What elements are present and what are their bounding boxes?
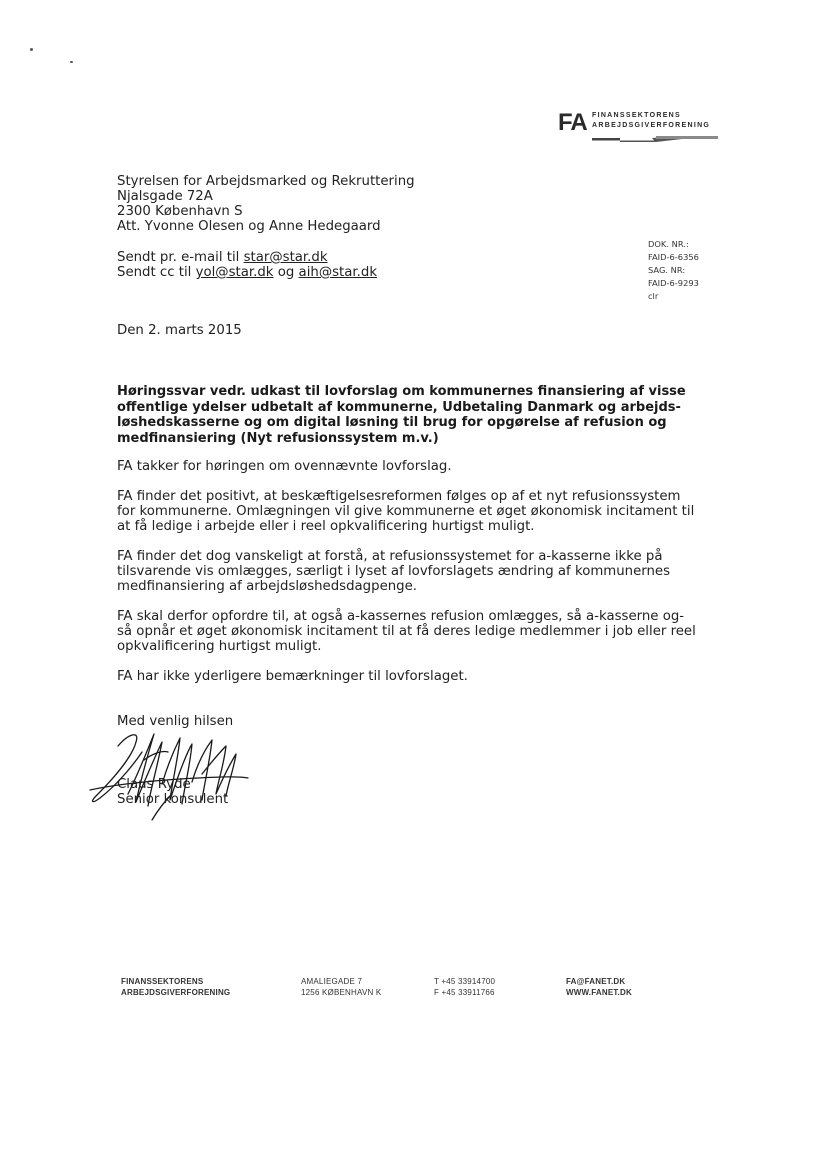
closing-salutation: Med venlig hilsen [117,714,234,729]
paragraph-line: FA skal derfor opfordre til, at også a-kassernes refusion omlægges, så a-kasserne og- [117,609,685,624]
heading-line: offentlige ydelser udbetalt af kommunerne, Udbetaling Danmark og arbejds- [117,399,681,415]
recipient-address [117,174,415,234]
dok-value: FAID-6-6356 [648,252,699,262]
sent-cc-line [117,265,377,280]
footer-org-line: FINANSSEKTORENS [121,977,204,986]
body-paragraph-3 [117,549,670,594]
cc-connector: og [273,265,299,280]
recipient-line: Njalsgade 72A [117,189,213,204]
logo-mark: FA [558,109,587,136]
recipient-line: Styrelsen for Arbejdsmarked og Rekruttering [117,174,415,189]
heading-line: Høringssvar vedr. udkast til lovforslag om kommunernes finansiering af visse [117,384,686,399]
recipient-line: 2300 København S [117,204,243,219]
paragraph-line: medfinansiering af arbejdsløshedsdagpenge. [117,579,418,594]
letter-date: Den 2. marts 2015 [117,323,242,338]
footer-organization [121,977,230,998]
recipient-line: Att. Yvonne Olesen og Anne Hedegaard [117,219,381,234]
initials: clr [648,291,659,301]
logo-line-1: FINANSSEKTORENS [592,112,681,119]
heading-line: løshedskasserne og om digital løsning til brug for opgørelse af refusion og [117,415,667,430]
body-paragraph-2 [117,489,694,534]
logo-underline-icon [592,134,718,144]
scan-speck [30,48,33,51]
body-paragraph-5 [117,669,468,684]
signer-title: Senior konsulent [117,792,229,807]
footer-website[interactable]: WWW.FANET.DK [566,987,632,997]
paragraph-line: for kommunerne. Omlægningen vil give kommunerne et øget økonomisk incitament til [117,504,695,519]
paragraph-line: FA takker for høringen om ovennævnte lovforslag. [117,459,452,474]
footer-address [301,977,381,998]
paragraph-line: opkvalificering hurtigst muligt. [117,639,322,654]
sent-info [117,250,377,280]
paragraph-line: så opnår et øget økonomisk incitament til at få deres ledige medlemmer i job eller reel [117,624,696,639]
footer-contact [566,977,632,998]
footer-address-line: AMALIEGADE 7 [301,977,363,986]
letter-heading [117,384,686,446]
footer-address-line: 1256 KØBENHAVN K [301,987,382,997]
paragraph-line: tilsvarende vis omlægges, særligt i lyset af lovforslagets ændring af kommunernes [117,564,671,579]
reference-numbers [648,238,699,303]
footer-org-line: ARBEJDSGIVERFORENING [121,987,231,997]
paragraph-line: FA finder det positivt, at beskæftigelsesreformen følges op af et nyt refusionssystem [117,489,681,504]
email-link-yol[interactable]: yol@star.dk [195,265,274,280]
paragraph-line: at få ledige i arbejde eller i reel opkvalificering hurtigst muligt. [117,519,535,534]
footer-phone-line: T +45 33914700 [434,977,496,986]
logo-line-2: ARBEJDSGIVERFORENING [592,122,711,129]
sag-value: FAID-6-9293 [648,278,699,288]
sent-email-line [117,250,377,265]
paragraph-line: FA finder det dog vanskeligt at forstå, at refusionssystemet for a-kasserne ikke på [117,549,663,564]
email-link-aih[interactable]: aih@star.dk [298,265,378,280]
footer-phone [434,977,495,998]
footer-fax-line: F +45 33911766 [434,987,495,997]
scan-speck [70,61,73,63]
handwritten-signature [88,724,268,834]
heading-line: medfinansiering (Nyt refusionssystem m.v.) [117,430,439,446]
signer-name: Claus Ryde [117,777,191,792]
body-paragraph-1 [117,459,452,474]
sent-prefix: Sendt pr. e-mail til [117,250,244,265]
paragraph-line: FA har ikke yderligere bemærkninger til lovforslaget. [117,669,468,684]
email-link-star[interactable]: star@star.dk [243,250,328,265]
sag-label: SAG. NR: [648,265,686,275]
body-paragraph-4 [117,609,696,654]
footer-email[interactable]: FA@FANET.DK [566,977,626,986]
dok-label: DOK. NR.: [648,239,689,249]
fa-logo [558,107,718,149]
cc-prefix: Sendt cc til [117,265,196,280]
